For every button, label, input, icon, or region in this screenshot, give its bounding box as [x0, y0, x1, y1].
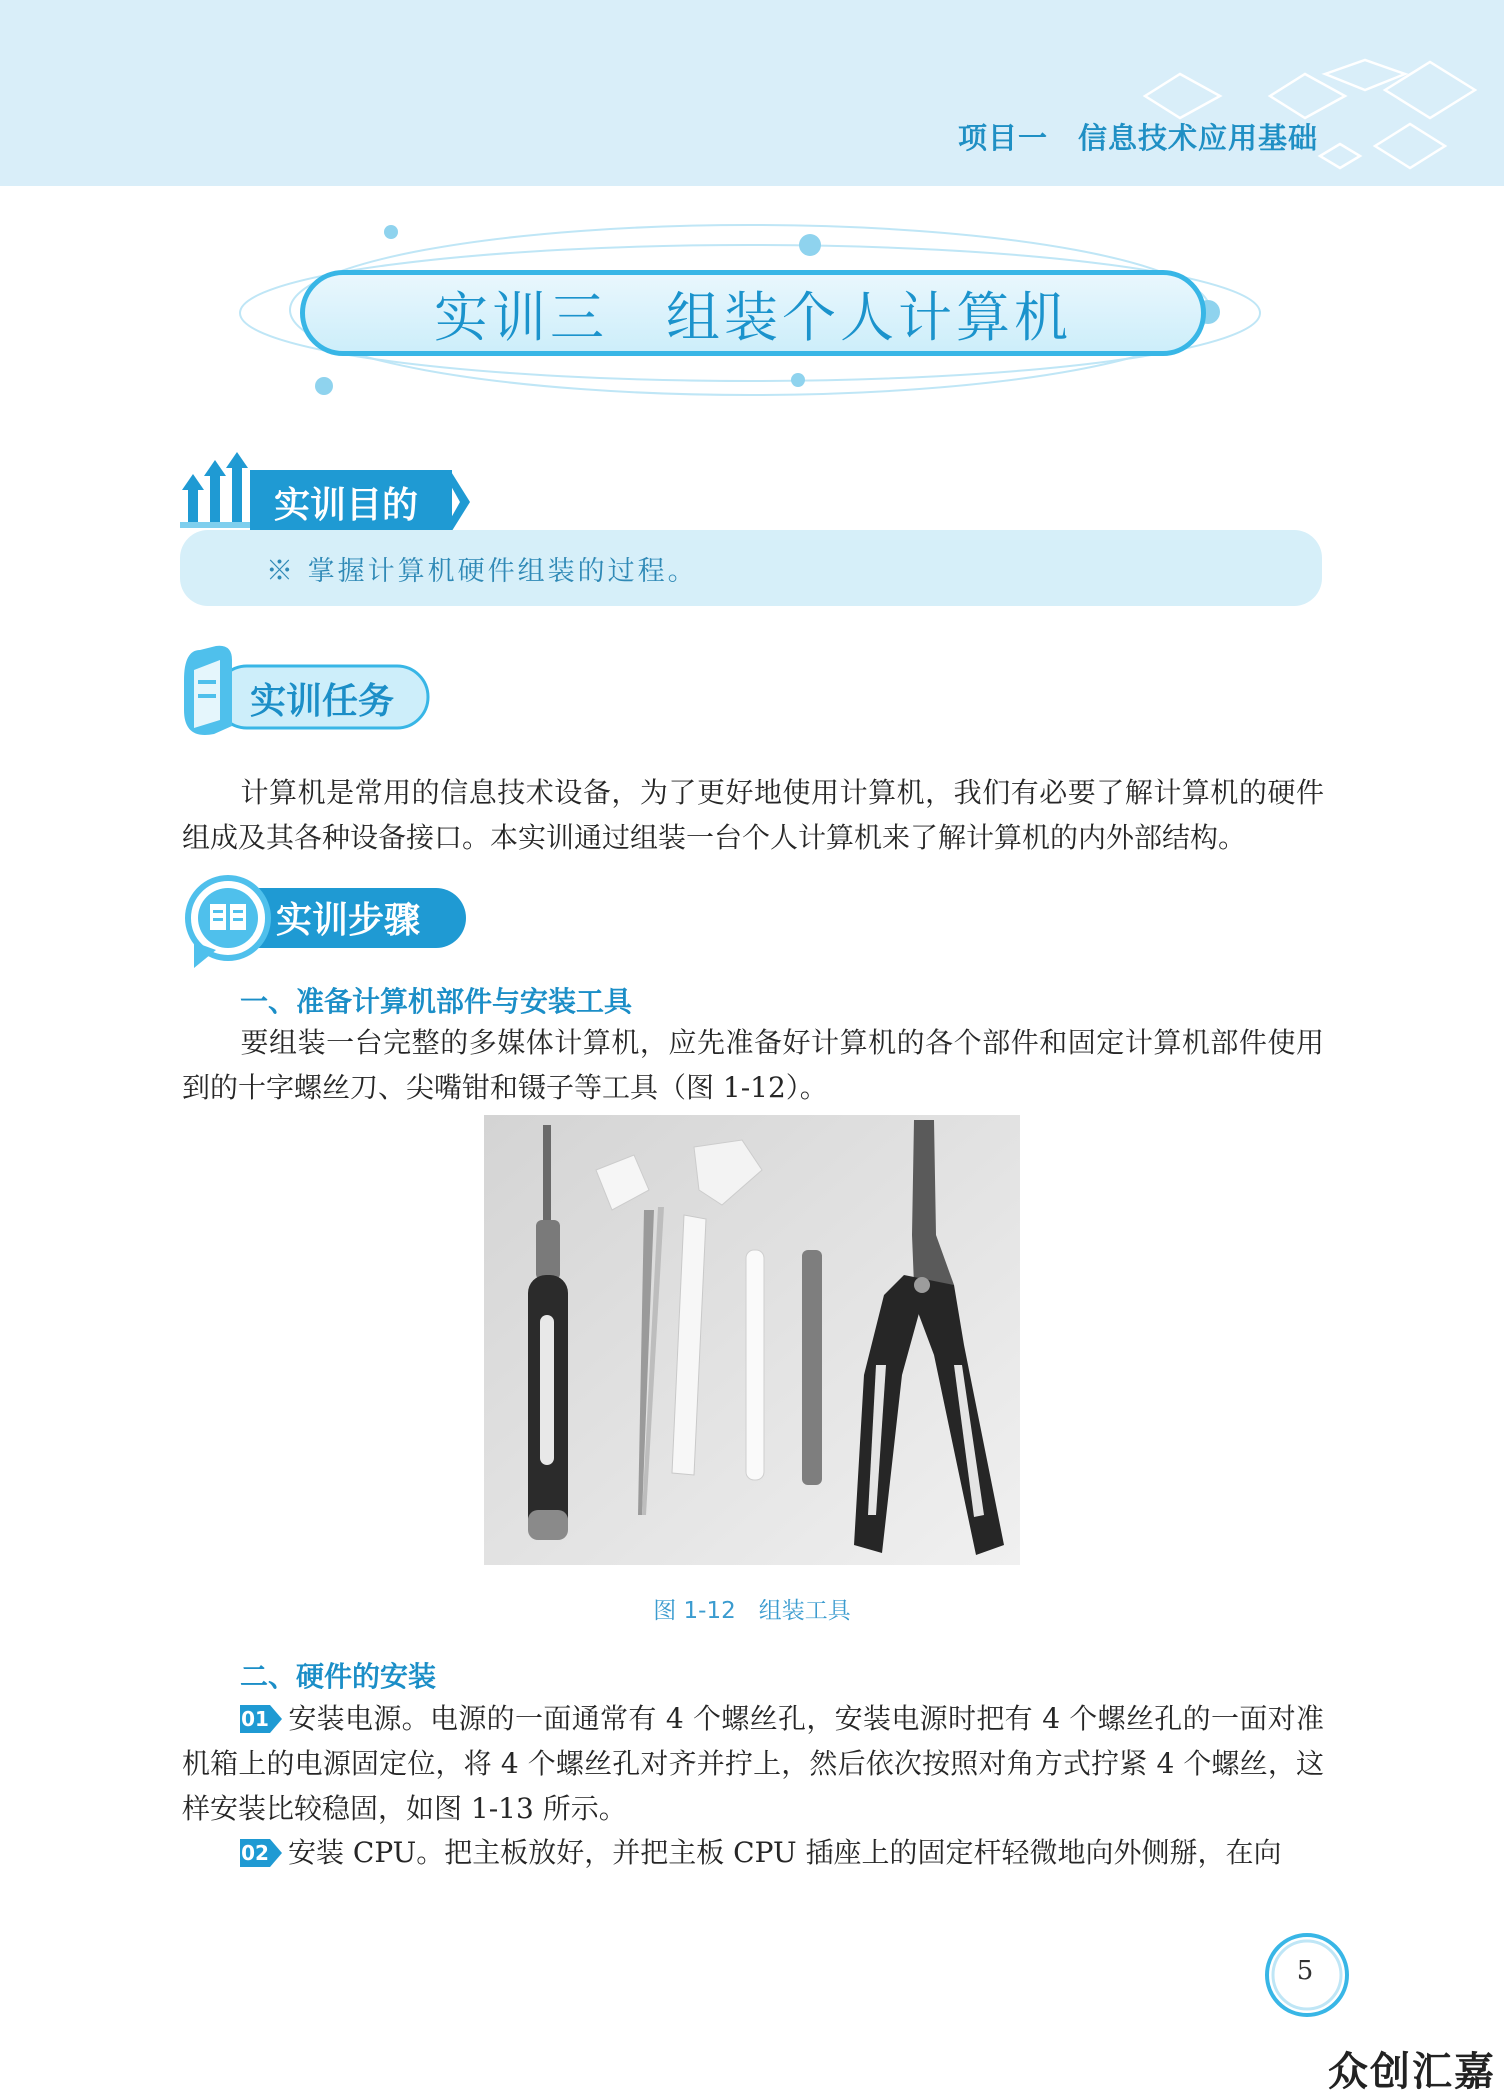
part2-heading: 二、硬件的安装: [240, 1660, 437, 1693]
step-text: 安装 CPU。把主板放好，并把主板 CPU 插座上的固定杆轻微地向外侧掰，在向: [288, 1836, 1282, 1869]
goal-badge-label: 实训目的: [274, 485, 419, 526]
chapter-title-pill: [300, 270, 1206, 356]
tools-photo: [484, 1115, 1020, 1565]
step-item: [182, 1696, 1324, 1831]
chapter-title: 实训三 组装个人计算机: [434, 285, 1072, 349]
steps-badge-label: 实训步骤: [276, 900, 421, 941]
page-number: 5: [1296, 1956, 1314, 1986]
figure-caption: 图 1-12 组装工具: [653, 1598, 851, 1624]
watermark: 众创汇嘉: [1328, 2049, 1496, 2095]
task-badge-label: 实训任务: [250, 681, 395, 722]
step-text: 安装电源。电源的一面通常有 4 个螺丝孔，安装电源时把有 4 个螺丝孔的一面对准机箱上的电源固定位，将 4 个螺丝孔对齐并拧上，然后依次按照对角方式拧紧 4 个螺丝，这样安装比较稳固，如图 1-13 所示。: [182, 1702, 1324, 1825]
part1-heading: 一、准备计算机部件与安装工具: [240, 985, 633, 1018]
goal-text: ※ 掌握计算机硬件组装的过程。: [266, 556, 698, 587]
step-number-badge: 02: [241, 1841, 269, 1865]
step-item: [182, 1830, 1324, 1875]
part1-paragraph: 要组装一台完整的多媒体计算机，应先准备好计算机的各个部件和固定计算机部件使用到的十字螺丝刀、尖嘴钳和镊子等工具（图 1-12）。: [182, 1026, 1324, 1104]
step-number-badge: 01: [241, 1707, 269, 1731]
header-project-title: 项目一 信息技术应用基础: [957, 121, 1318, 155]
task-paragraph: 计算机是常用的信息技术设备，为了更好地使用计算机，我们有必要了解计算机的硬件组成及其各种设备接口。本实训通过组装一台个人计算机来了解计算机的内外部结构。: [182, 776, 1324, 854]
